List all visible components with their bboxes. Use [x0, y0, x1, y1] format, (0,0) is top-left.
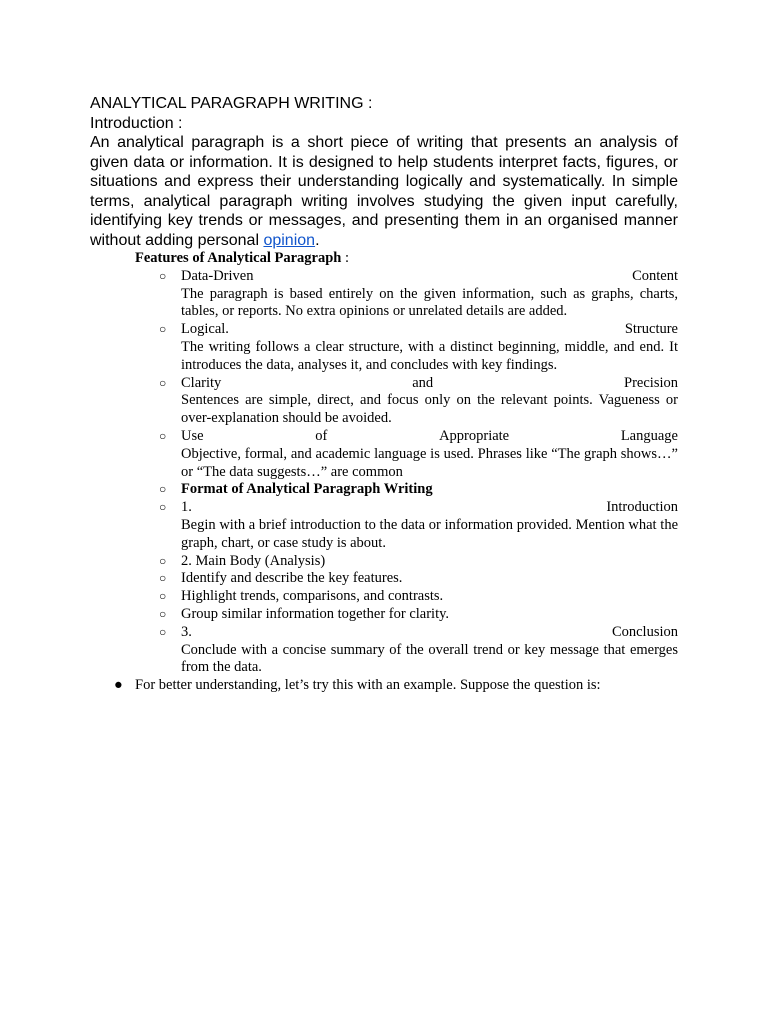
list-item: [90, 481, 678, 499]
introduction-text: An analytical paragraph is a short piece of writing that presents an analysis of given data or information. It is designed to help students interpret facts, figures, or situations and express their understanding logically and systematically. In simple terms, analytical paragraph writing involves studying the given input carefully, identifying key trends or messages, and presenting them in an organised manner without adding personal: [90, 134, 678, 249]
item-title: [181, 624, 678, 642]
example-text: For better understanding, let’s try this with an example. Suppose the question is:: [135, 677, 601, 694]
item-title-word: Precision: [624, 374, 678, 391]
introduction-paragraph: [90, 133, 678, 250]
item-title: [181, 321, 678, 339]
main-body-label: 2. Main Body (Analysis): [181, 552, 326, 569]
list-item: [90, 268, 678, 321]
item-title: [181, 499, 678, 517]
item-title-word: Appropriate: [439, 427, 510, 444]
item-title-word: Data-Driven: [181, 267, 254, 284]
filled-dot-bullet-icon: ●: [114, 677, 123, 694]
item-title-word: Language: [620, 427, 678, 444]
list-item: [90, 321, 678, 374]
list-item: [90, 499, 678, 552]
item-description: Begin with a brief introduction to the data or information provided. Mention what the graph, chart, or case study is about.: [181, 516, 678, 551]
example-bullet-item: [90, 677, 678, 695]
hollow-circle-bullet-icon: ○: [159, 375, 167, 390]
hollow-circle-bullet-icon: ○: [159, 322, 167, 337]
introduction-end: .: [315, 231, 320, 249]
hollow-circle-bullet-icon: ○: [159, 589, 167, 604]
list-item: [90, 428, 678, 481]
hollow-circle-bullet-icon: ○: [159, 571, 167, 586]
introduction-label: Introduction :: [90, 114, 183, 132]
item-title-word: Introduction: [606, 499, 678, 516]
document-page: [90, 94, 678, 695]
hollow-circle-bullet-icon: ○: [159, 500, 167, 515]
item-description: Sentences are simple, direct, and focus only on the relevant points. Vagueness or over-explanation should be avoided.: [181, 392, 678, 427]
item-title-word: Logical.: [181, 321, 229, 338]
hollow-circle-bullet-icon: ○: [159, 553, 167, 568]
document-title: ANALYTICAL PARAGRAPH WRITING :: [90, 95, 373, 112]
hollow-circle-bullet-icon: ○: [159, 606, 167, 621]
item-description: The paragraph is based entirely on the given information, such as graphs, charts, tables, or reports. No extra opinions or unrelated details are added.: [181, 285, 678, 320]
features-heading-colon: :: [341, 250, 349, 266]
features-list: [90, 268, 678, 677]
item-description: Conclude with a concise summary of the overall trend or key message that emerges from the data.: [181, 641, 678, 676]
item-title-word: Content: [632, 267, 678, 284]
item-title-word: and: [412, 374, 434, 391]
item-description: Objective, formal, and academic language is used. Phrases like “The graph shows…” or “The data suggests…” are common: [181, 445, 678, 480]
item-title-word: 3.: [181, 623, 192, 640]
item-title-word: Use: [181, 427, 204, 444]
format-heading: Format of Analytical Paragraph Writing: [181, 481, 433, 498]
hollow-circle-bullet-icon: ○: [159, 428, 167, 443]
list-item: [90, 375, 678, 428]
main-body-point: Group similar information together for clarity.: [181, 605, 450, 622]
item-title: [181, 428, 678, 446]
list-item: [90, 588, 678, 606]
item-title: [181, 268, 678, 286]
list-item: [90, 570, 678, 588]
item-title: [181, 375, 678, 393]
hollow-circle-bullet-icon: ○: [159, 268, 167, 283]
main-body-point: Identify and describe the key features.: [181, 570, 403, 587]
item-title-word: 1.: [181, 499, 192, 516]
item-title-word: Conclusion: [611, 623, 678, 640]
item-title-word: Clarity: [181, 374, 222, 391]
main-body-point: Highlight trends, comparisons, and contrasts.: [181, 588, 444, 605]
item-description: The writing follows a clear structure, with a distinct beginning, middle, and end. It introduces the data, analyses it, and concludes with key findings.: [181, 338, 678, 373]
hollow-circle-bullet-icon: ○: [159, 624, 167, 639]
opinion-link[interactable]: opinion: [263, 231, 316, 249]
list-item: [90, 606, 678, 624]
features-heading: [90, 250, 678, 268]
features-heading-text: Features of Analytical Paragraph: [135, 250, 342, 266]
item-title-word: Structure: [624, 321, 678, 338]
item-title-word: of: [315, 427, 328, 444]
list-item: [90, 624, 678, 677]
list-item: [90, 553, 678, 571]
hollow-circle-bullet-icon: ○: [159, 482, 167, 497]
